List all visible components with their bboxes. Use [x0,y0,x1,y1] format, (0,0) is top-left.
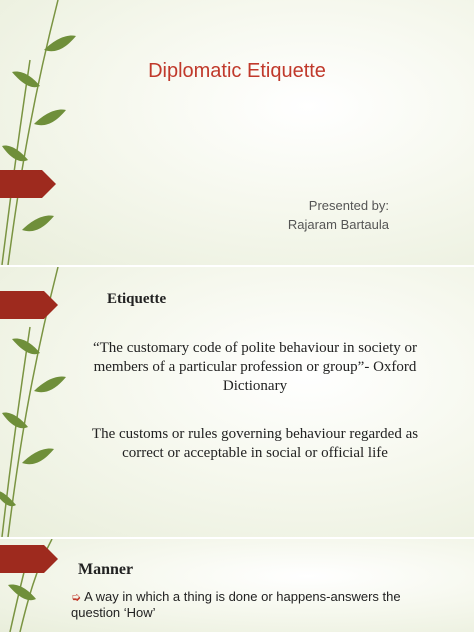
accent-tab [0,170,42,198]
slide-heading: Manner [78,561,134,578]
title-slide [0,0,474,265]
presentation-title: Diplomatic Etiquette [148,60,326,82]
presenter-block [288,196,389,234]
bullet-item [71,589,451,621]
arrow-bullet-icon: ➭ [71,590,82,604]
presenter-name: Rajaram Bartaula [287,217,389,232]
manner-slide [0,539,474,632]
slide-heading: Etiquette [107,291,167,307]
etiquette-slide [0,267,474,537]
accent-tab [0,545,44,573]
leaf-decoration [0,0,80,265]
presented-by-label: Presented by: [308,198,389,213]
definition-text: The customs or rules governing behaviour regarded as correct or acceptable in social or official life [91,426,419,461]
accent-tab [0,291,44,319]
oxford-quote: “The customary code of polite behaviour in society or members of a particular profession or group”- Oxford Dictionary [92,340,418,394]
bullet-text: A way in which a thing is done or happens-answers the question ‘How’ [71,589,401,620]
